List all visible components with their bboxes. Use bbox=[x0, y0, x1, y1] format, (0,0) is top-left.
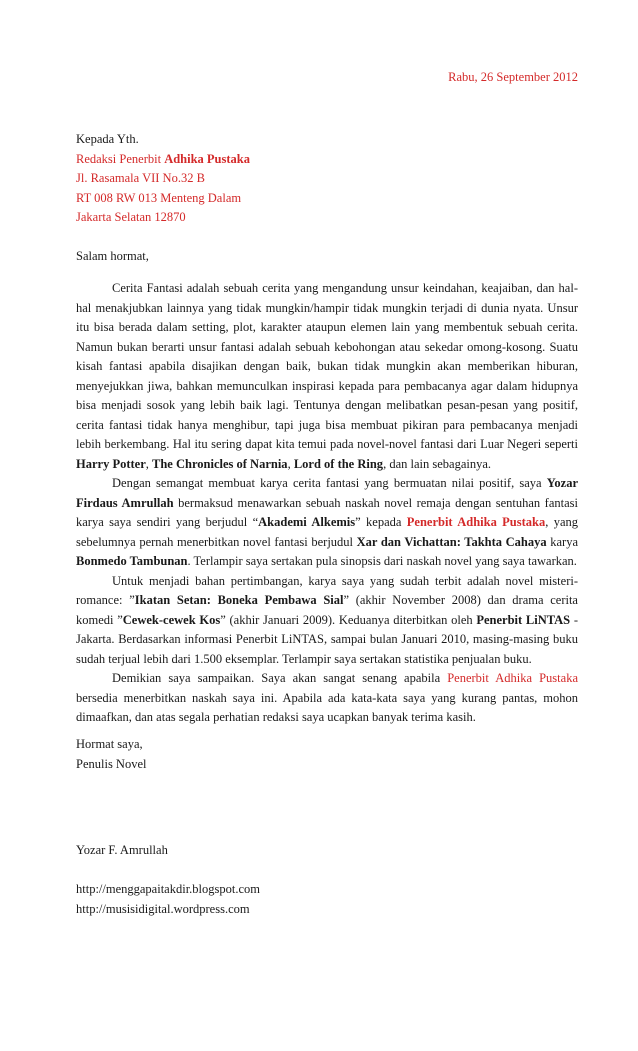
recipient-publisher bbox=[76, 150, 250, 170]
paragraph-1 bbox=[76, 279, 578, 474]
p3-b: ” (akhir November 2008) dan drama cerita komedi ” bbox=[76, 593, 578, 627]
p4-a: Demikian saya sampaikan. Saya akan sangat senang apabila bbox=[112, 671, 448, 685]
p4-b: bersedia menerbitkan naskah saya ini. Apabila ada kata-kata saya yang kurang pantas, mohon dimaafkan, dan atas segala perhatian redaksi saya ucapkan banyak terima kasih. bbox=[76, 690, 578, 724]
p2-a: Dengan semangat membuat karya cerita fantasi yang bermuatan nilai positif, saya bbox=[112, 476, 547, 490]
book-cewek-kos: Cewek-cewek Kos bbox=[122, 612, 221, 627]
p3-c: ” (akhir Januari 2009). Keduanya diterbitkan oleh bbox=[220, 612, 477, 627]
p3-d: - Jakarta. Berdasarkan informasi Penerbit LiNTAS, sampai bulan Januari 2010, masing-masing buku sudah terjual lebih dari 1.500 eksemplar. Terlampir saya sertakan statistika penjualan buku. bbox=[76, 612, 579, 666]
letter-body bbox=[76, 279, 578, 728]
recipient-rt-rw: RT 008 RW 013 Menteng Dalam bbox=[76, 190, 242, 205]
p1-sep1: , bbox=[145, 456, 153, 471]
p2-f: . Terlampir saya sertakan pula sinopsis dari naskah novel yang saya tawarkan. bbox=[187, 554, 577, 568]
p1-sep2: , bbox=[287, 456, 294, 471]
publisher-prefix: Redaksi Penerbit bbox=[76, 151, 165, 166]
publisher-name: Adhika Pustaka bbox=[164, 151, 250, 166]
signer-name: Yozar F. Amrullah bbox=[76, 843, 168, 857]
closing bbox=[76, 735, 146, 774]
closing-line-1: Hormat saya, bbox=[76, 737, 143, 751]
prev-novel-title: Xar dan Vichattan: Takhta Cahaya bbox=[356, 534, 547, 549]
title-lotr: Lord of the Ring bbox=[293, 456, 384, 471]
novel-title: Akademi Alkemis bbox=[258, 515, 356, 529]
recipient-city: Jakarta Selatan 12870 bbox=[76, 210, 186, 224]
author-links bbox=[76, 880, 260, 919]
publisher-lintas: Penerbit LiNTAS bbox=[476, 612, 571, 627]
paragraph-2 bbox=[76, 474, 578, 572]
prev-author: Bonmedo Tambunan bbox=[76, 554, 188, 568]
p3-a: Untuk menjadi bahan pertimbangan, karya saya yang sudah terbit adalah novel misteri-romance: ” bbox=[76, 573, 578, 607]
greeting: Salam hormat, bbox=[76, 249, 149, 263]
recipient-street: Jl. Rasamala VII No.32 B bbox=[76, 171, 205, 185]
p2-c: ” kepada bbox=[355, 515, 407, 529]
p2-b: bermaksud menawarkan sebuah naskah novel remaja dengan sentuhan fantasi karya saya sendiri yang berjudul “ bbox=[76, 495, 578, 529]
p2-d: , yang sebelumnya pernah menerbitkan novel fantasi berjudul bbox=[76, 515, 578, 549]
book-ikatan-setan: Ikatan Setan: Boneka Pembawa Sial bbox=[134, 593, 344, 607]
recipient-address bbox=[76, 130, 250, 228]
blog-link[interactable]: http://menggapaitakdir.blogspot.com bbox=[76, 882, 261, 896]
publisher-highlight-2: Penerbit Adhika Pustaka bbox=[447, 671, 578, 685]
wordpress-link[interactable]: http://musisidigital.wordpress.com bbox=[76, 901, 250, 916]
letter-date: Rabu, 26 September 2012 bbox=[448, 70, 578, 84]
title-narnia: The Chronicles of Narnia bbox=[152, 456, 288, 471]
paragraph-4 bbox=[76, 669, 578, 728]
author-name: Yozar Firdaus Amrullah bbox=[76, 476, 578, 510]
p1-end: , dan lain sebagainya. bbox=[383, 456, 492, 471]
paragraph-3 bbox=[76, 572, 578, 670]
p2-e: karya bbox=[546, 534, 579, 549]
publisher-highlight: Penerbit Adhika Pustaka bbox=[406, 515, 546, 529]
p1-text: Cerita Fantasi adalah sebuah cerita yang mengandung unsur keindahan, keajaiban, dan hal-hal menakjubkan lainnya yang tidak mungkin/hampir tidak mungkin terjadi di dunia nyata. Unsur itu bisa berada dalam setting, plot, karakter ataupun elemen lain yang membentuk sebuah cerita. Namun bukan berarti unsur fantasi adalah sebuah kebohongan atau sekedar omong-kosong. Suatu kisah fantasi apabila disajikan dengan baik, bukan tidak mungkin akan memberikan hiburan, menyejukkan jiwa, bahkan memunculkan inspirasi kepada para pembacanya agar dalam hidupnya bisa menjadi sosok yang lebih baik lagi. Tentunya dengan melibatkan pesan-pesan yang positif, cerita fantasi tidak hanya menghibur, tapi juga bisa membuat pikiran para pembacanya menjadi lebih berkembang. Hal itu sering dapat kita temui pada novel-novel fantasi dari Luar Negeri seperti bbox=[76, 281, 578, 451]
recipient-salutation: Kepada Yth. bbox=[76, 132, 139, 146]
closing-line-2: Penulis Novel bbox=[76, 756, 147, 771]
title-harry-potter: Harry Potter bbox=[76, 456, 146, 471]
